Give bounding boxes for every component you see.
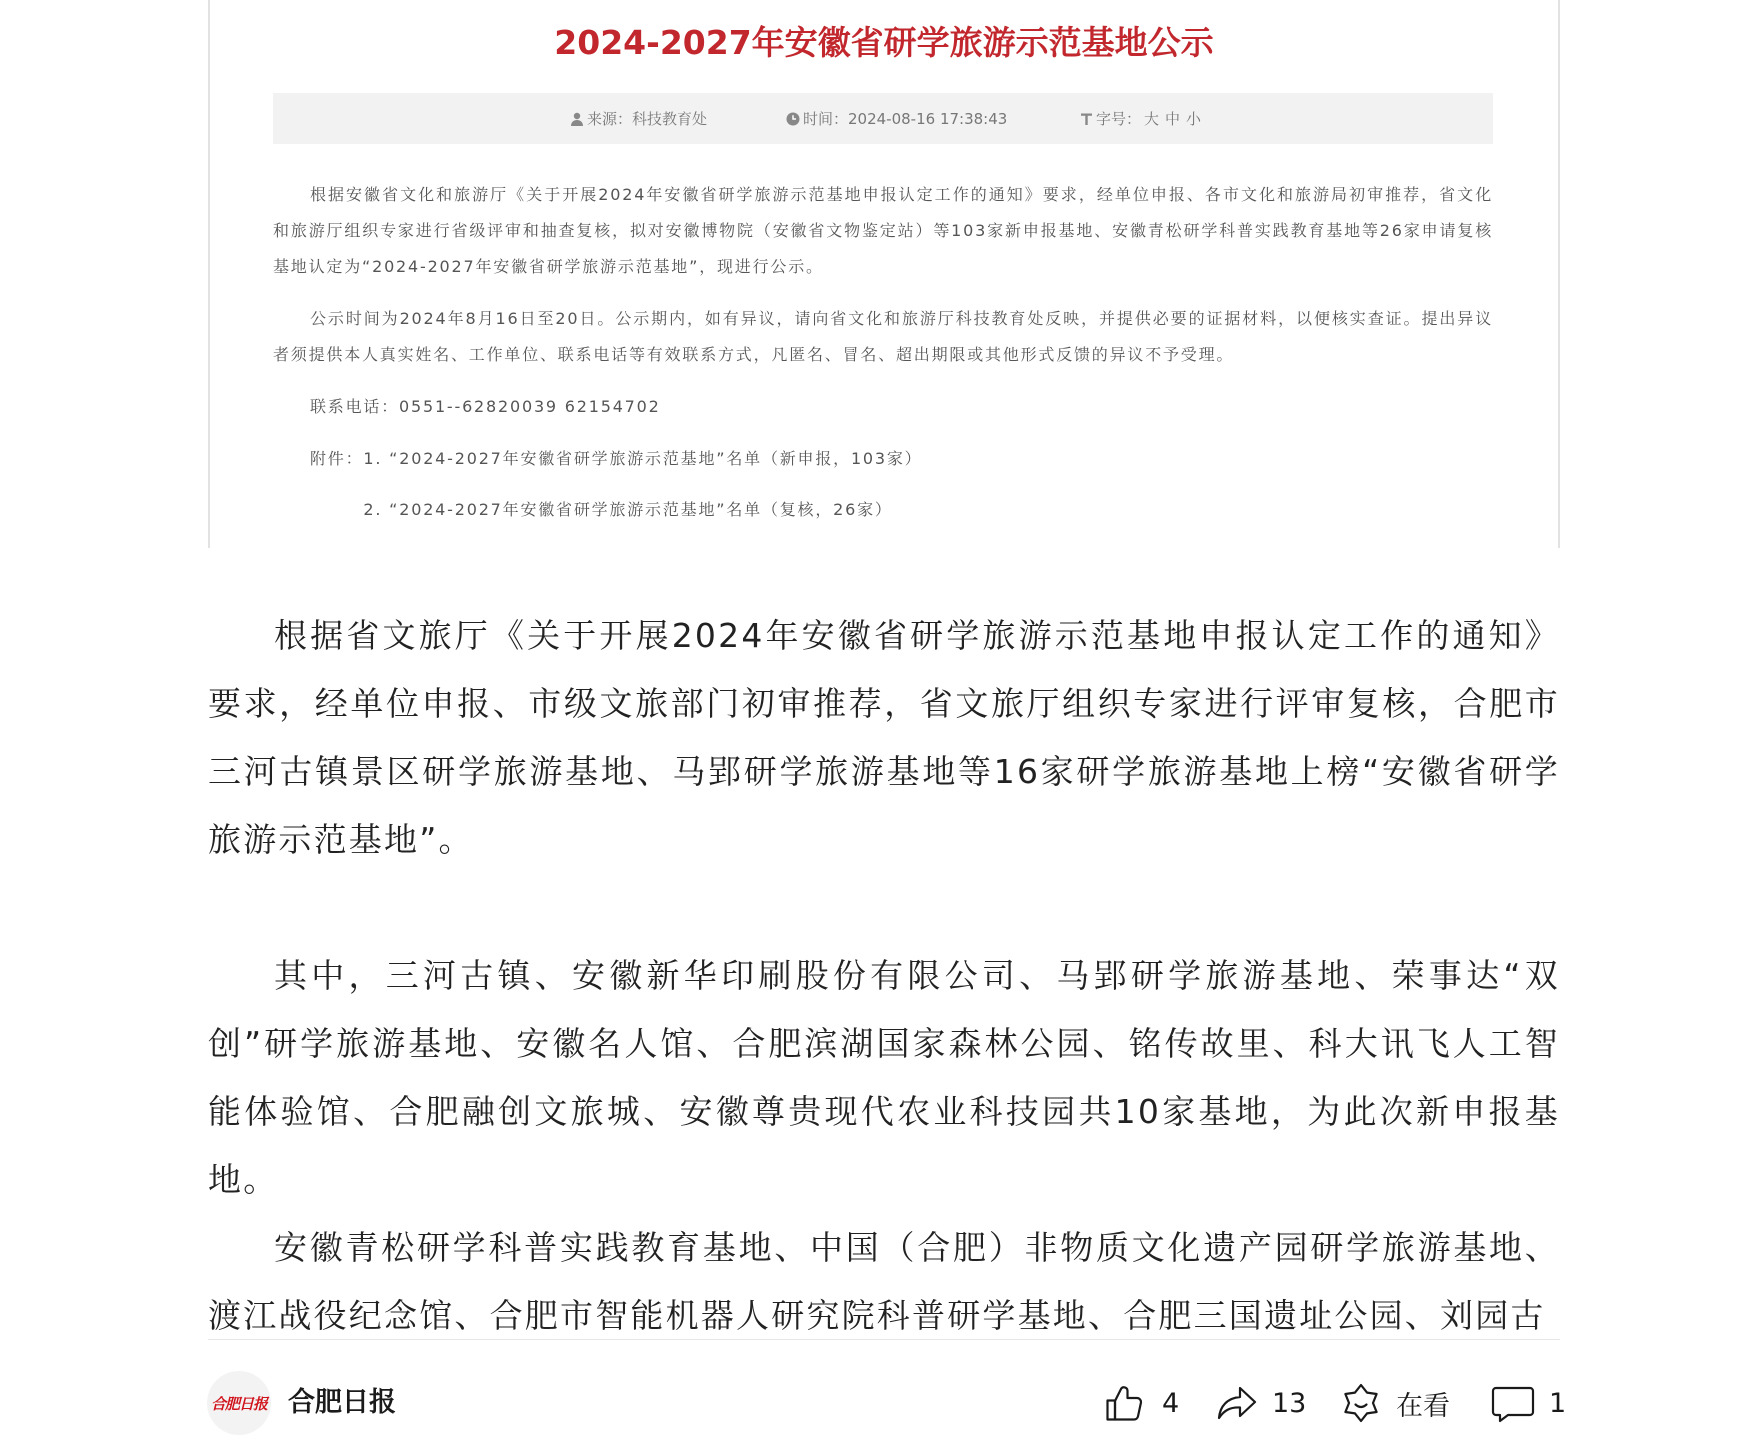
meta-source xyxy=(570,93,707,144)
article-body xyxy=(208,548,1560,1339)
notice-meta-bar xyxy=(273,93,1493,144)
account-avatar[interactable] xyxy=(207,1371,271,1435)
notice-paragraph: 根据安徽省文化和旅游厅《关于开展2024年安徽省研学旅游示范基地申报认定工作的通知》要求，经单位申报、各市文化和旅游局初审推荐，省文化和旅游厅组织专家进行省级评审和抽查复核，拟对安徽博物院（安徽省文物鉴定站）等103家新申报基地、安徽青松研学科普实践教育基地等26家申请复核基地认定为“2024-2027年安徽省研学旅游示范基地”，现进行公示。 xyxy=(273,185,1493,276)
notice-attachments xyxy=(273,441,1493,543)
font-size-icon xyxy=(1080,112,1093,126)
article-paragraph: 根据省文旅厅《关于开展2024年安徽省研学旅游示范基地申报认定工作的通知》要求，经单位申报、市级文旅部门初审推荐，省文旅厅组织专家进行评审复核，合肥市三河古镇景区研学旅游基地、马郢研学旅游基地等16家研学旅游基地上榜“安徽省研学旅游示范基地”。 xyxy=(208,616,1560,859)
account-name[interactable]: 合肥日报 xyxy=(288,1387,396,1418)
thumbs-up-icon[interactable] xyxy=(1104,1383,1144,1423)
meta-time xyxy=(786,93,1007,144)
share-icon[interactable] xyxy=(1216,1383,1258,1423)
meta-time-text: 时间：2024-08-16 17:38:43 xyxy=(803,110,1008,128)
attachments-label: 附件： xyxy=(310,449,364,468)
bottom-action-bar xyxy=(0,1339,1760,1440)
article-paragraph: 其中，三河古镇、安徽新华印刷股份有限公司、马郢研学旅游基地、荣事达“双创”研学旅游基地、安徽名人馆、合肥滨湖国家森林公园、铭传故里、科大讯飞人工智能体验馆、合肥融创文旅城、安徽尊贵现代农业科技园共10家基地，为此次新申报基地。 xyxy=(208,956,1560,1199)
font-size-medium: 中 xyxy=(1165,110,1181,128)
wow-button[interactable] xyxy=(1340,1383,1450,1423)
comment-count: 1 xyxy=(1549,1387,1567,1419)
article-paragraph: 安徽青松研学科普实践教育基地、中国（合肥）非物质文化遗产园研学旅游基地、渡江战役纪念馆、合肥市智能机器人研究院科普研学基地、合肥三国遗址公园、刘园古 xyxy=(208,1228,1560,1335)
attachments-list xyxy=(363,441,922,543)
like-button[interactable] xyxy=(1104,1383,1179,1423)
meta-font-size-label: 字号： xyxy=(1096,110,1142,128)
share-count: 13 xyxy=(1272,1387,1307,1419)
attachment-item: 1. “2024-2027年安徽省研学旅游示范基地”名单（新申报，103家） xyxy=(363,449,923,468)
notice-contact: 联系电话：0551--62820039 62154702 xyxy=(310,397,661,416)
meta-font-size xyxy=(1080,93,1204,144)
clock-icon xyxy=(786,112,800,126)
font-size-small: 小 xyxy=(1186,110,1202,128)
wow-flower-icon[interactable] xyxy=(1340,1383,1382,1423)
font-size-large: 大 xyxy=(1144,110,1160,128)
like-count: 4 xyxy=(1162,1387,1180,1419)
notice-screenshot-image[interactable] xyxy=(208,0,1560,548)
attachment-item: 2. “2024-2027年安徽省研学旅游示范基地”名单（复核，26家） xyxy=(363,500,893,519)
comment-icon[interactable] xyxy=(1491,1383,1535,1423)
notice-paragraph: 公示时间为2024年8月16日至20日。公示期内，如有异议，请向省文化和旅游厅科技教育处反映，并提供必要的证据材料，以便核实查证。提出异议者须提供本人真实姓名、工作单位、联系电话等有效联系方式，凡匿名、冒名、超出期限或其他形式反馈的异议不予受理。 xyxy=(273,309,1493,364)
share-button[interactable] xyxy=(1216,1383,1306,1423)
notice-body xyxy=(273,177,1493,543)
bar-divider xyxy=(208,1339,1560,1340)
wow-label: 在看 xyxy=(1396,1390,1450,1422)
notice-title: 2024-2027年安徽省研学旅游示范基地公示 xyxy=(554,23,1214,62)
meta-source-text: 来源：科技教育处 xyxy=(587,110,708,128)
user-icon xyxy=(570,112,584,126)
account-logo: 合肥日报 xyxy=(210,1394,267,1413)
comment-button[interactable] xyxy=(1491,1383,1566,1423)
